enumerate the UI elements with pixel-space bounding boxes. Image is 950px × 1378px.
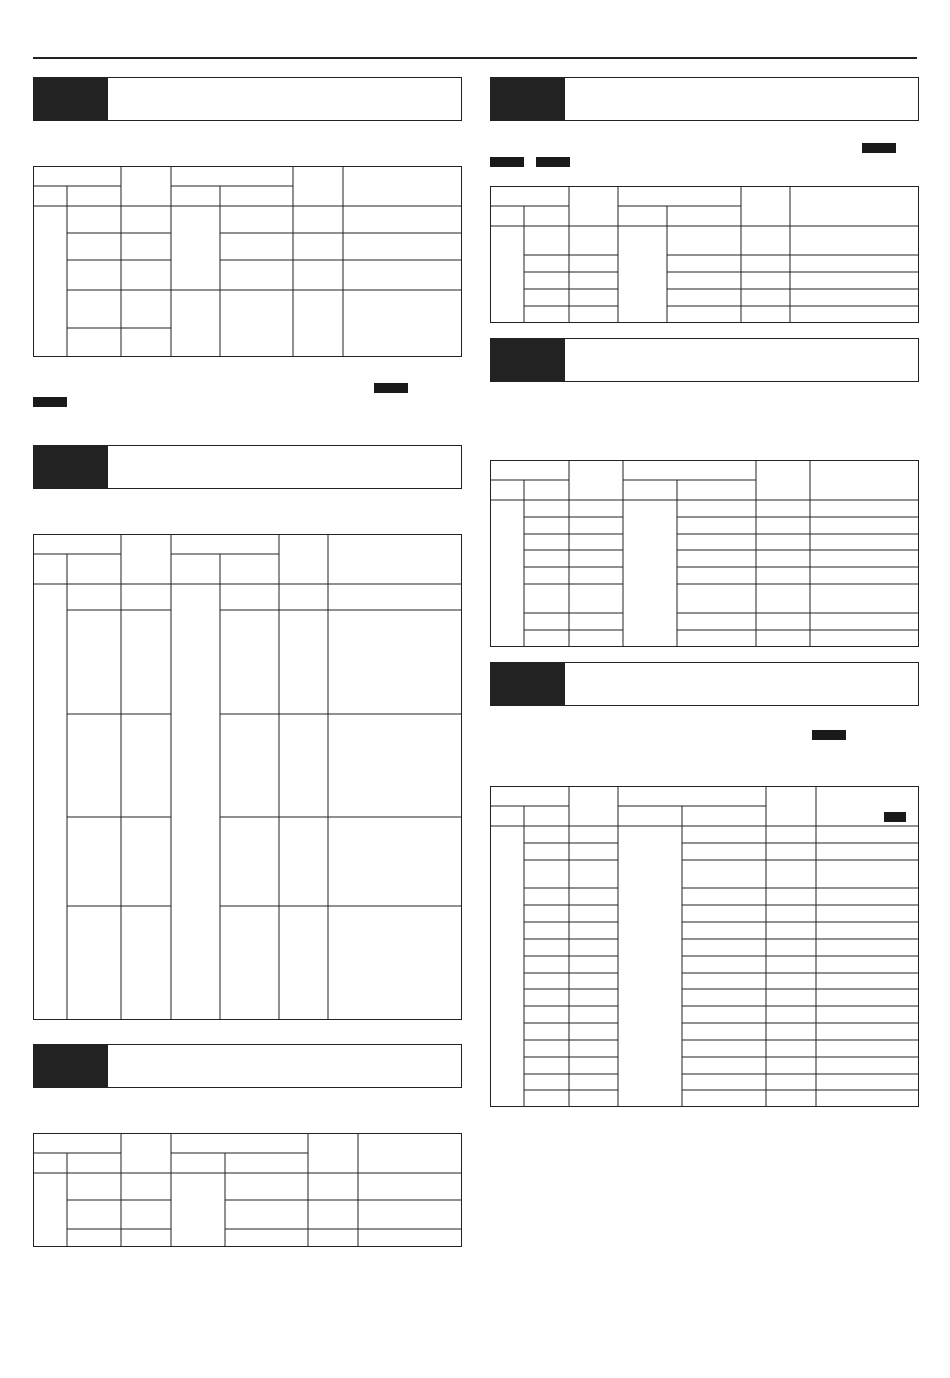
- spec-table-6: [490, 786, 919, 1107]
- spec-table-2: [33, 534, 462, 1020]
- section-tag: [491, 339, 565, 381]
- spec-table-1: [33, 166, 462, 357]
- section-tag: [34, 78, 108, 120]
- spec-table-3: [33, 1133, 462, 1247]
- highlight-chip: [374, 383, 408, 393]
- highlight-chip: [862, 143, 896, 153]
- section-banner-6: [490, 662, 919, 706]
- section-tag: [491, 663, 565, 705]
- highlight-chip: [884, 812, 906, 822]
- section-banner-1: [33, 77, 462, 121]
- spec-table-4: [490, 186, 919, 323]
- highlight-chip: [812, 730, 846, 740]
- section-tag: [34, 446, 108, 488]
- section-tag: [34, 1045, 108, 1087]
- section-banner-3: [33, 1044, 462, 1088]
- section-banner-4: [490, 77, 919, 121]
- highlight-chip: [490, 157, 524, 167]
- highlight-chip: [536, 157, 570, 167]
- highlight-chip: [33, 397, 67, 407]
- section-tag: [491, 78, 565, 120]
- section-banner-5: [490, 338, 919, 382]
- spec-table-5: [490, 460, 919, 647]
- header-rule: [33, 57, 917, 59]
- section-banner-2: [33, 445, 462, 489]
